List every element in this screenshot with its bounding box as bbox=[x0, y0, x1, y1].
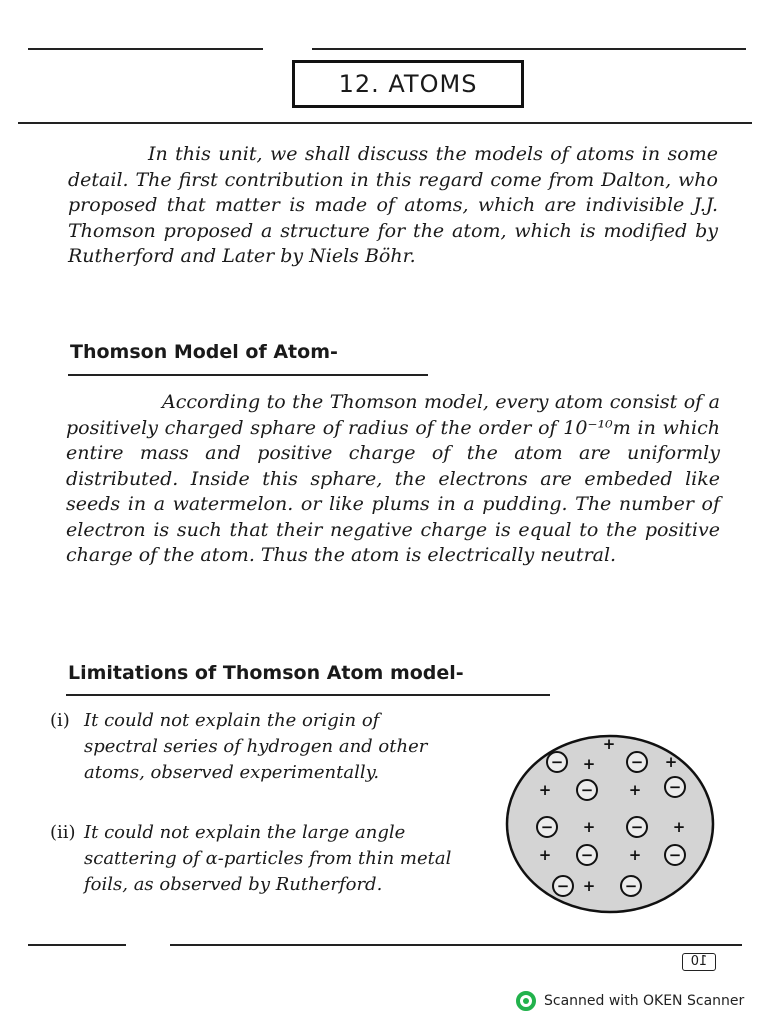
electron-sign: − bbox=[580, 846, 594, 864]
proton-symbol: + bbox=[582, 877, 596, 895]
page-number: 10 bbox=[682, 953, 716, 971]
electron-sign: − bbox=[630, 753, 644, 771]
electron-sign: − bbox=[630, 818, 644, 836]
top-rule-left bbox=[28, 48, 263, 50]
section-heading-limitations-underline bbox=[66, 694, 550, 696]
proton-symbol: + bbox=[538, 846, 552, 864]
bottom-rule-left bbox=[28, 944, 126, 946]
oken-scanner-icon bbox=[516, 991, 536, 1011]
electron-sign: − bbox=[580, 781, 594, 799]
electron-sign: − bbox=[540, 818, 554, 836]
scanner-footer-text: Scanned with OKEN Scanner bbox=[544, 993, 745, 1009]
proton-symbol: + bbox=[672, 818, 686, 836]
proton-symbol: + bbox=[582, 818, 596, 836]
proton-symbol: + bbox=[538, 781, 552, 799]
limitation-item-text: It could not explain the origin of spectral series of hydrogen and other atoms, observed experimentally. bbox=[84, 710, 428, 783]
top-rule-right bbox=[312, 48, 746, 50]
proton-symbol: + bbox=[628, 781, 642, 799]
thomson-atom-diagram bbox=[505, 734, 715, 914]
section-heading-thomson-model-underline bbox=[68, 374, 428, 376]
electron-sign: − bbox=[668, 778, 682, 796]
intro-paragraph: In this unit, we shall discuss the models of atoms in some detail. The first contribution in this regard come from Dalton, who proposed that matter is made of atoms, which are indivisible J.J. Thomson proposed a structure for the atom, which is modified by Rutherford and Later by Niels Böhr. bbox=[68, 143, 718, 267]
scanner-footer bbox=[516, 990, 744, 1012]
limitation-item-1 bbox=[50, 708, 450, 786]
proton-symbol: + bbox=[628, 846, 642, 864]
proton-symbol: + bbox=[582, 755, 596, 773]
electron-sign: − bbox=[550, 753, 564, 771]
electron-sign: − bbox=[624, 877, 638, 895]
section-heading-thomson-model: Thomson Model of Atom- bbox=[70, 341, 338, 363]
thomson-model-paragraph: According to the Thomson model, every atom consist of a positively charged sphare of radius of the order of 10⁻¹⁰m in which entire mass and positive charge of the atom are uniformly distributed. Inside this sphare, the electrons are embeded like seeds in a watermelon. or like plums in a pudding. The number of electron is such that their negative charge is equal to the positive charge of the atom. Thus the atom is electrically neutral. bbox=[66, 391, 720, 566]
bottom-rule-right bbox=[170, 944, 742, 946]
limitation-item-text: It could not explain the large angle scattering of α-particles from thin metal foils, as observed by Rutherford. bbox=[84, 822, 452, 895]
limitation-item-number: (ii) bbox=[50, 822, 76, 843]
proton-symbol: + bbox=[602, 735, 616, 753]
electron-sign: − bbox=[556, 877, 570, 895]
proton-symbol: + bbox=[664, 753, 678, 771]
chapter-title: 12. ATOMS bbox=[292, 60, 524, 108]
title-underline-rule bbox=[18, 122, 752, 124]
limitation-item-2 bbox=[50, 820, 475, 898]
electron-sign: − bbox=[668, 846, 682, 864]
limitation-item-number: (i) bbox=[50, 710, 70, 731]
section-heading-limitations: Limitations of Thomson Atom model- bbox=[68, 662, 464, 684]
